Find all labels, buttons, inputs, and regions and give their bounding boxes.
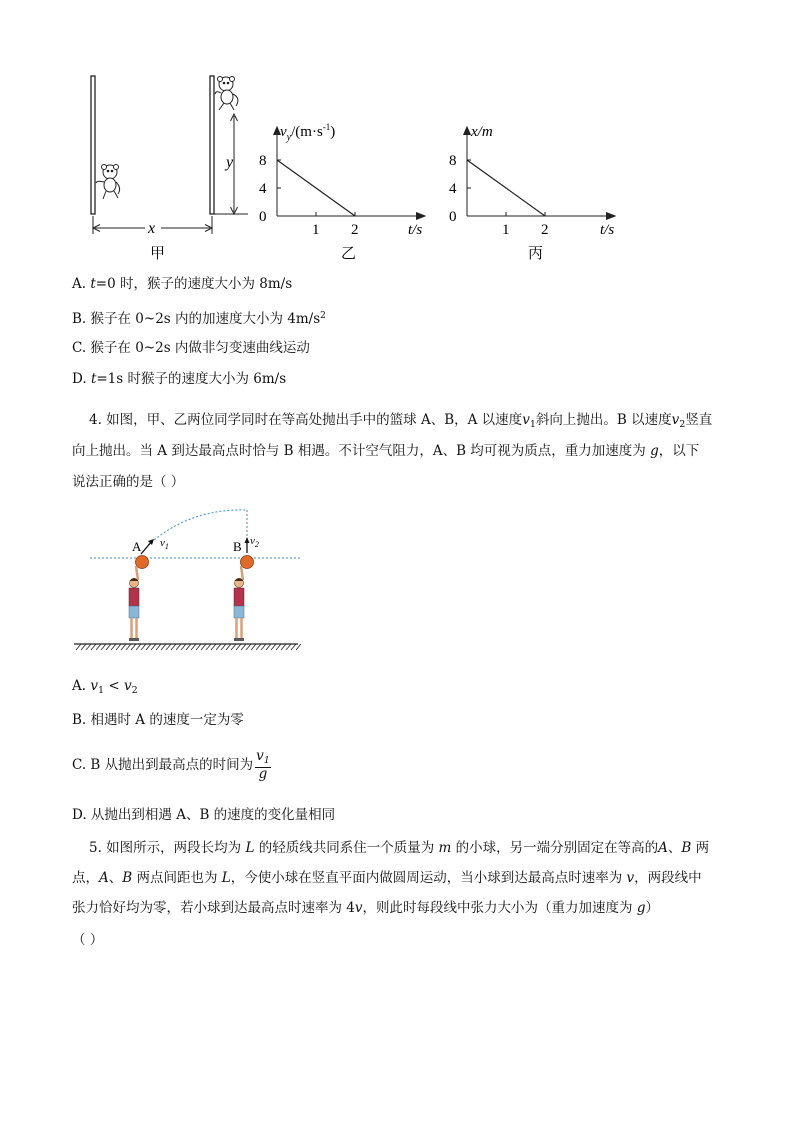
chart-yi: [259, 122, 425, 262]
y-axis-label: $v_y/(m\cdot s^{-1})$: [280, 122, 336, 143]
q3-option-b: B. 猴子在 0~2s 内的加速度大小为 $4m/s^2$: [72, 311, 326, 327]
x-tick-label: 1: [312, 222, 320, 238]
label-a: A: [132, 539, 142, 554]
series-line: [467, 160, 545, 216]
right-pole: [210, 76, 214, 214]
player-a-icon: [129, 566, 139, 641]
q5-stem-line2: 点，A、B 两点间距也为 L，今使小球在竖直平面内做圆周运动，当小球到达最高点时速率为 v，两段线中: [72, 870, 702, 886]
y-tick-label: 8: [449, 153, 457, 169]
player-b-icon: [234, 566, 244, 641]
q3-option-c: C. 猴子在 0~2s 内做非匀变速曲线运动: [72, 340, 310, 356]
y-label: y: [226, 154, 234, 171]
q4-option-a: A. $v_1 < v_2$: [72, 678, 138, 696]
x-axis-label: t/s: [600, 222, 615, 238]
x-label: x: [148, 220, 156, 237]
q4-option-c: C. B 从抛出到最高点的时间为 $\frac{v_1}{g}$: [72, 748, 270, 782]
left-pole: [91, 76, 95, 214]
caption-jia: 甲: [150, 246, 166, 262]
ball-b-icon: [241, 556, 254, 569]
fraction-v1-over-g: $\frac{v_1}{g}$: [256, 748, 270, 782]
x-tick-label: 2: [541, 222, 549, 238]
y-tick-label: 0: [449, 209, 457, 225]
y-tick-label: 0: [259, 209, 267, 225]
q5-stem-line1: 5. 如图所示，两段长均为 L 的轻质线共同系住一个质量为 m 的小球，另一端分别固定在等高的A、B 两: [89, 840, 710, 856]
chart-bing: [449, 124, 615, 262]
q4-option-b: B. 相遇时 A 的速度一定为零: [72, 712, 244, 728]
figure-jia: [91, 76, 248, 262]
y-axis-label: x/m: [471, 124, 493, 140]
y-tick-label: 4: [449, 181, 457, 197]
monkey-icon: [215, 77, 238, 111]
ground-hatch: [76, 644, 301, 650]
x-tick-label: 2: [351, 222, 359, 238]
label-v1: $v_1$: [160, 537, 169, 551]
q5-stem-line4: （ ）: [72, 932, 104, 948]
q4-figure: [70, 498, 305, 658]
monkey-icon: [96, 165, 120, 200]
label-b: B: [233, 539, 242, 554]
label-v2: $v_2$: [250, 535, 259, 549]
q3-option-a: A. t=0 时，猴子的速度大小为 8m/s: [72, 276, 293, 292]
caption-bing: 丙: [528, 246, 544, 262]
x-axis-label: t/s: [408, 222, 423, 238]
x-tick-label: 1: [502, 222, 510, 238]
ball-a-icon: [136, 556, 149, 569]
q4-stem-line1: 4. 如图，甲、乙两位同学同时在等高处抛出手中的篮球 A、B，A 以速度$v_1$斜向上抛出。B 以速度$v_2$竖直: [89, 412, 713, 430]
q5-stem-line3: 张力恰好均为零，若小球到达最高点时速率为 4v，则此时每段线中张力大小为（重力加速度为 g）: [72, 900, 659, 916]
q4-option-d: D. 从抛出到相遇 A、B 的速度的变化量相同: [72, 807, 336, 823]
q4-stem-line3: 说法正确的是（ ）: [72, 474, 185, 490]
figure-row-top: [0, 0, 794, 270]
q3-option-d: D. t=1s 时猴子的速度大小为 6m/s: [72, 371, 287, 387]
caption-yi: 乙: [341, 246, 357, 262]
y-tick-label: 8: [259, 153, 267, 169]
series-line: [277, 160, 355, 216]
q4-stem-line2: 向上抛出。当 A 到达最高点时恰与 B 相遇。不计空气阻力，A、B 均可视为质点，重力加速度为 g，以下: [72, 443, 700, 459]
y-tick-label: 4: [259, 181, 267, 197]
